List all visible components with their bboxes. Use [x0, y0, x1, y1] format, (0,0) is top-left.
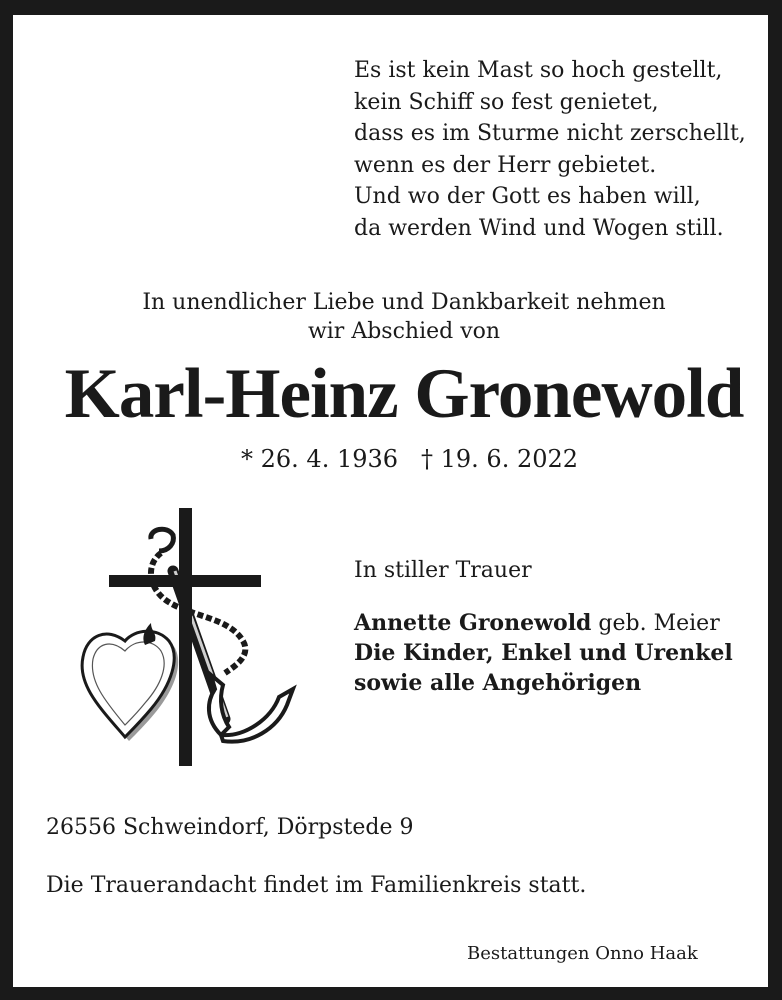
- poem-line: da werden Wind und Wogen still.: [354, 215, 724, 241]
- mourning-title: In stiller Trauer: [354, 558, 532, 583]
- poem-line: dass es im Sturme nicht zerschellt,: [354, 121, 746, 146]
- poem-line: wenn es der Herr gebietet.: [354, 152, 657, 178]
- poem-line: Es ist kein Mast so hoch gestellt,: [354, 58, 723, 83]
- service-notice: Die Trauerandacht findet im Familienkreis statt.: [46, 873, 587, 898]
- mourner-line: Die Kinder, Enkel und Urenkel: [354, 640, 733, 666]
- birth-date: * 26. 4. 1936: [241, 445, 399, 473]
- deceased-name: Karl-Heinz Gronewold: [64, 355, 744, 433]
- mourner-name: Annette Gronewold: [354, 610, 592, 636]
- undertaker: Bestattungen Onno Haak: [467, 943, 698, 964]
- intro-line: wir Abschied von: [307, 319, 501, 344]
- intro-line: In unendlicher Liebe und Dankbarkeit nehmen: [142, 290, 666, 315]
- poem-line: Und wo der Gott es haben will,: [354, 184, 701, 209]
- poem: [354, 55, 774, 244]
- mourner-line: [354, 608, 720, 639]
- poem-line: kein Schiff so fest genietet,: [354, 89, 659, 115]
- cross-anchor-heart-icon: [75, 505, 301, 775]
- mourner-maiden-name: geb. Meier: [591, 611, 720, 636]
- death-date: † 19. 6. 2022: [421, 445, 579, 473]
- address: 26556 Schweindorf, Dörpstede 9: [46, 815, 414, 840]
- mourner-line: sowie alle Angehörigen: [354, 670, 642, 696]
